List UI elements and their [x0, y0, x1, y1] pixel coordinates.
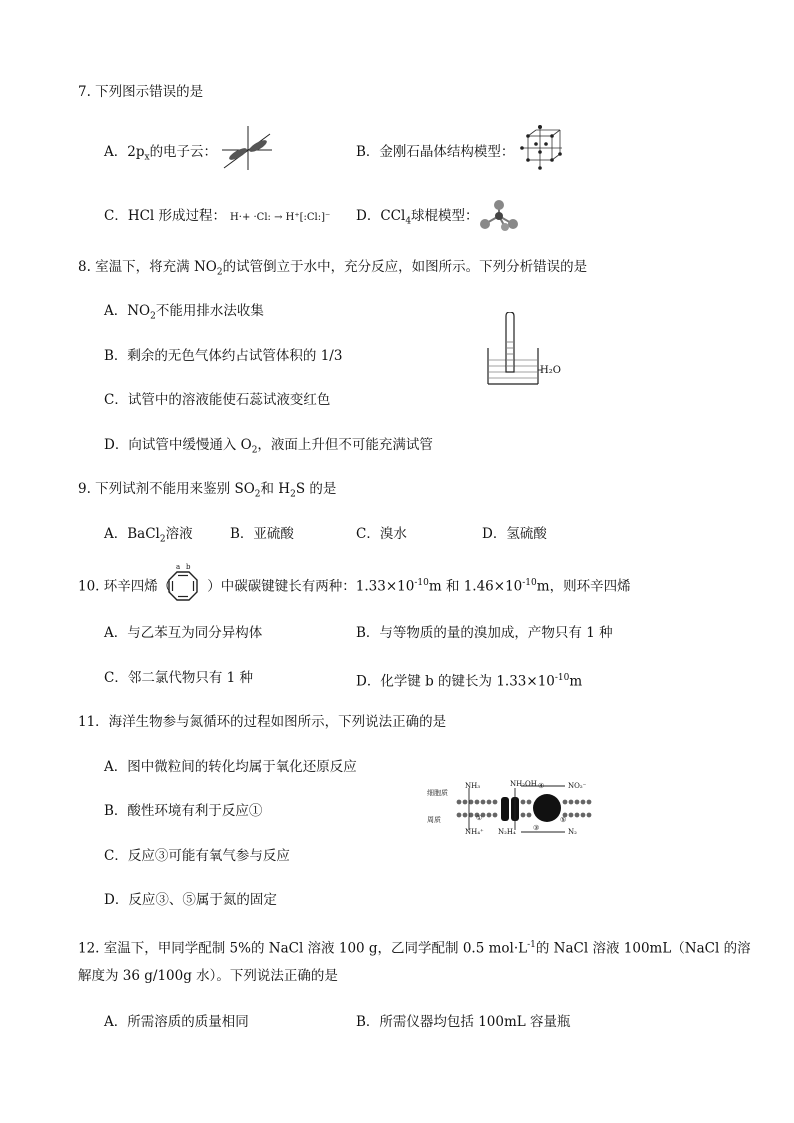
q10-option-b: B．与等物质的量的溴加成，产物只有 1 种: [356, 625, 613, 641]
n2h4-label: N₂H₄: [498, 828, 516, 836]
q12-stem-line1: 12. 室温下，甲同学配制 5%的 NaCl 溶液 100 g，乙同学配制 0.5 $mol\cdot L^{-1}$的 NaCl 溶液 100mL（NaCl 的溶: [78, 940, 751, 957]
q8-option-b: B．剩余的无色气体约占试管体积的 1/3: [104, 348, 343, 364]
q12-option-b: B．所需仪器均包括 100mL 容量瓶: [356, 1014, 571, 1030]
nh2oh-label: NH₂OH: [510, 780, 537, 788]
q9-option-c: C．溴水: [356, 526, 407, 542]
cytoplasm-label: 细胞质: [427, 789, 448, 797]
reaction-3-label: ③: [533, 824, 540, 832]
q8-option-a: A．$NO_2$不能用排水法收集: [104, 303, 264, 322]
q9-option-d: D．氢硫酸: [482, 526, 547, 542]
reaction-5-label: ⑤: [560, 816, 567, 824]
q8-stem: 8. 室温下，将充满 $NO_2$的试管倒立于水中，充分反应，如图所示。下列分析错误的是: [78, 259, 588, 278]
q11-option-a: A．图中微粒间的转化均属于氧化还原反应: [104, 759, 357, 775]
q9-option-a: A．BaCl$_2$溶液: [104, 526, 193, 545]
q10-option-c: C．邻二氯代物只有 1 种: [104, 670, 254, 686]
q11-option-b: B．酸性环境有利于反应①: [104, 803, 263, 819]
q8-option-c: C．试管中的溶液能使石蕊试液变红色: [104, 392, 331, 408]
water-label: H₂O: [540, 365, 561, 376]
q7-stem: 7. 下列图示错误的是: [78, 84, 204, 100]
q7-option-d: D．CCl$_4$球棍模型：: [356, 208, 479, 227]
q7-option-b: B．金刚石晶体结构模型：: [356, 144, 515, 160]
q12-option-a: A．所需溶质的质量相同: [104, 1014, 249, 1030]
nh4-label: NH₄⁺: [465, 828, 484, 836]
q7-option-c: C．HCl 形成过程： H·+ ·Cl: → H⁺[:Cl:]⁻: [104, 208, 331, 224]
q9-stem: 9. 下列试剂不能用来鉴别 $SO_2$和 $H_2S$ 的是: [78, 481, 337, 500]
q10-option-d: D．化学键 b 的键长为 $1.33\times 10^{-10}m$: [356, 673, 583, 690]
q12-stem-line2: 解度为 36 g/100g 水）。下列说法正确的是: [78, 968, 338, 984]
q11-stem: 11．海洋生物参与氮循环的过程如图所示，下列说法正确的是: [78, 714, 447, 730]
q10-option-a: A．与乙苯互为同分异构体: [104, 625, 263, 641]
hcl-formation-formula: H·+ ·Cl: → H⁺[:Cl:]⁻: [230, 212, 331, 223]
bond-b-label: b: [186, 563, 191, 571]
no2-label: NO₂⁻: [568, 782, 587, 790]
electron-cloud-figure: [220, 124, 278, 174]
q11-option-d: D．反应③、⑤属于氮的固定: [104, 892, 277, 908]
nh3-label: NH₃: [465, 782, 481, 790]
q9-option-b: B．亚硫酸: [230, 526, 294, 542]
q8-option-d: D．向试管中缓慢通入 $O_2$，液面上升但不可能充满试管: [104, 437, 433, 456]
n2-label: N₂: [568, 828, 577, 836]
q11-option-c: C．反应③可能有氧气参与反应: [104, 848, 290, 864]
reaction-1-label: ①: [476, 814, 483, 822]
reaction-4-label: ④: [538, 782, 545, 790]
cyclooctatetraene-figure: [167, 567, 199, 601]
diamond-structure-figure: [518, 124, 564, 172]
ccl4-ball-stick-figure: [478, 200, 520, 232]
q7-option-a: A．$2p_x$的电子云：: [104, 144, 218, 163]
periplasm-label: 周质: [427, 816, 441, 824]
bond-a-label: a: [176, 563, 181, 571]
q10-stem: 10. 环辛四烯（ ）中碳碳键键长有两种：$1.33\times 10^{-10}m$ 和 $1.46\times 10^{-10}m$，则环辛四烯: [78, 578, 631, 595]
